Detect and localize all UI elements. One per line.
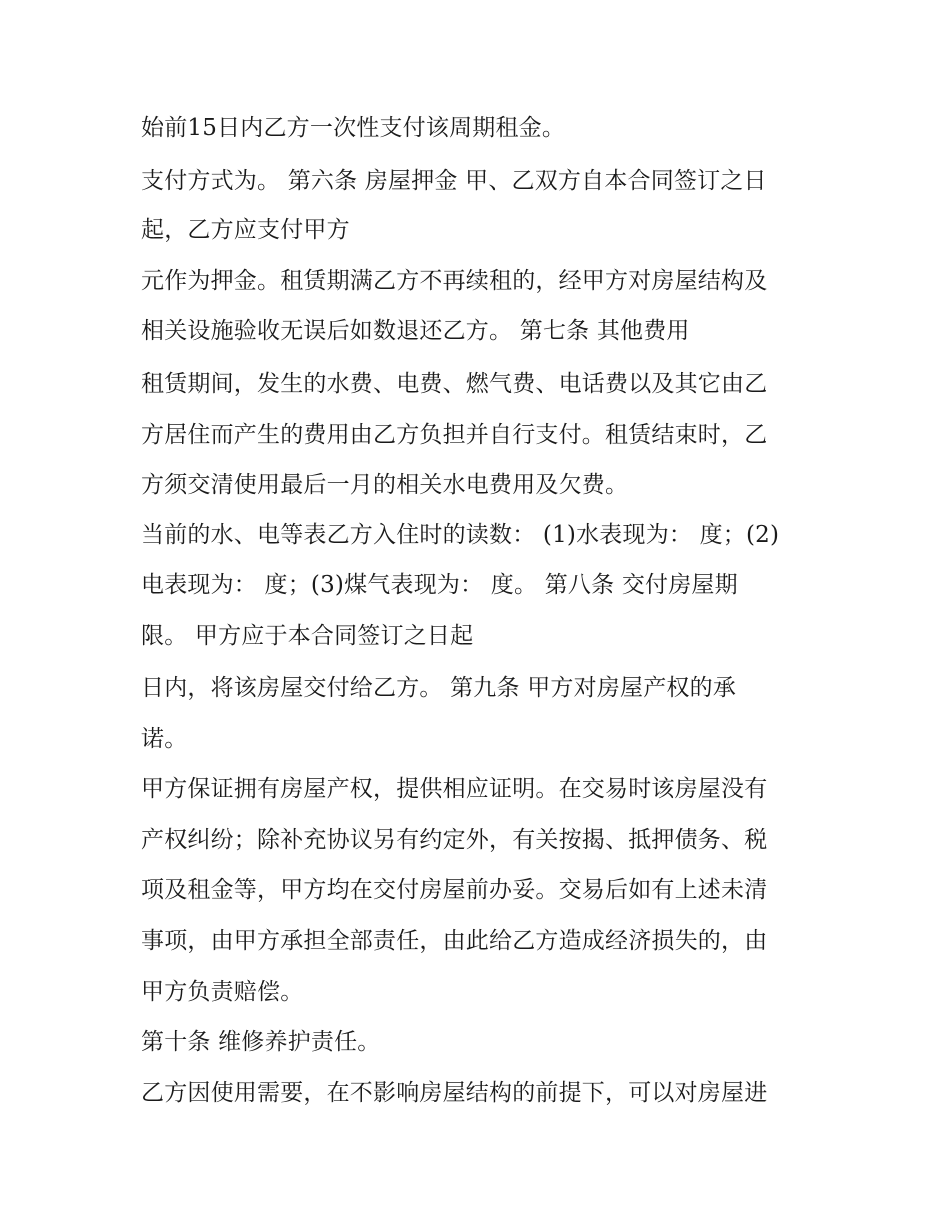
text-line: 租赁期间，发生的水费、电费、燃气费、电话费以及其它由乙 xyxy=(141,371,768,397)
text-line: 诺。 xyxy=(141,726,188,752)
text-line: 甲方保证拥有房屋产权，提供相应证明。在交易时该房屋没有 xyxy=(141,776,768,802)
text-line: 甲方负责赔偿。 xyxy=(141,979,304,1005)
section-heading: 第十条 维修养护责任。 xyxy=(141,1029,381,1055)
text-line: 日内，将该房屋交付给乙方。 第九条 甲方对房屋产权的承 xyxy=(141,675,737,701)
text-line: 事项，由甲方承担全部责任，由此给乙方造成经济损失的，由 xyxy=(141,928,768,954)
text-line: 项及租金等，甲方均在交付房屋前办妥。交易后如有上述未清 xyxy=(141,877,768,903)
text-line: 限。 甲方应于本合同签订之日起 xyxy=(141,623,474,649)
text-line: 方居住而产生的费用由乙方负担并自行支付。租赁结束时，乙 xyxy=(141,422,768,448)
text-line: 起，乙方应支付甲方 xyxy=(141,217,350,243)
text-line: 始前15日内乙方一次性支付该周期租金。 xyxy=(141,115,566,141)
text-line: 支付方式为。 第六条 房屋押金 甲、乙双方自本合同签订之日 xyxy=(141,168,767,194)
text-line: 元作为押金。租赁期满乙方不再续租的，经甲方对房屋结构及 xyxy=(141,268,768,294)
text-line: 乙方因使用需要，在不影响房屋结构的前提下，可以对房屋进 xyxy=(141,1080,768,1106)
text-line: 产权纠纷；除补充协议另有约定外，有关按揭、抵押债务、税 xyxy=(141,827,768,853)
text-line: 方须交清使用最后一月的相关水电费用及欠费。 xyxy=(141,472,629,498)
text-line: 当前的水、电等表乙方入住时的读数： (1)水表现为： 度；(2) xyxy=(141,522,780,548)
text-line: 相关设施验收无误后如数退还乙方。 第七条 其他费用 xyxy=(141,318,690,344)
text-line: 电表现为： 度；(3)煤气表现为： 度。 第八条 交付房屋期 xyxy=(141,572,738,598)
